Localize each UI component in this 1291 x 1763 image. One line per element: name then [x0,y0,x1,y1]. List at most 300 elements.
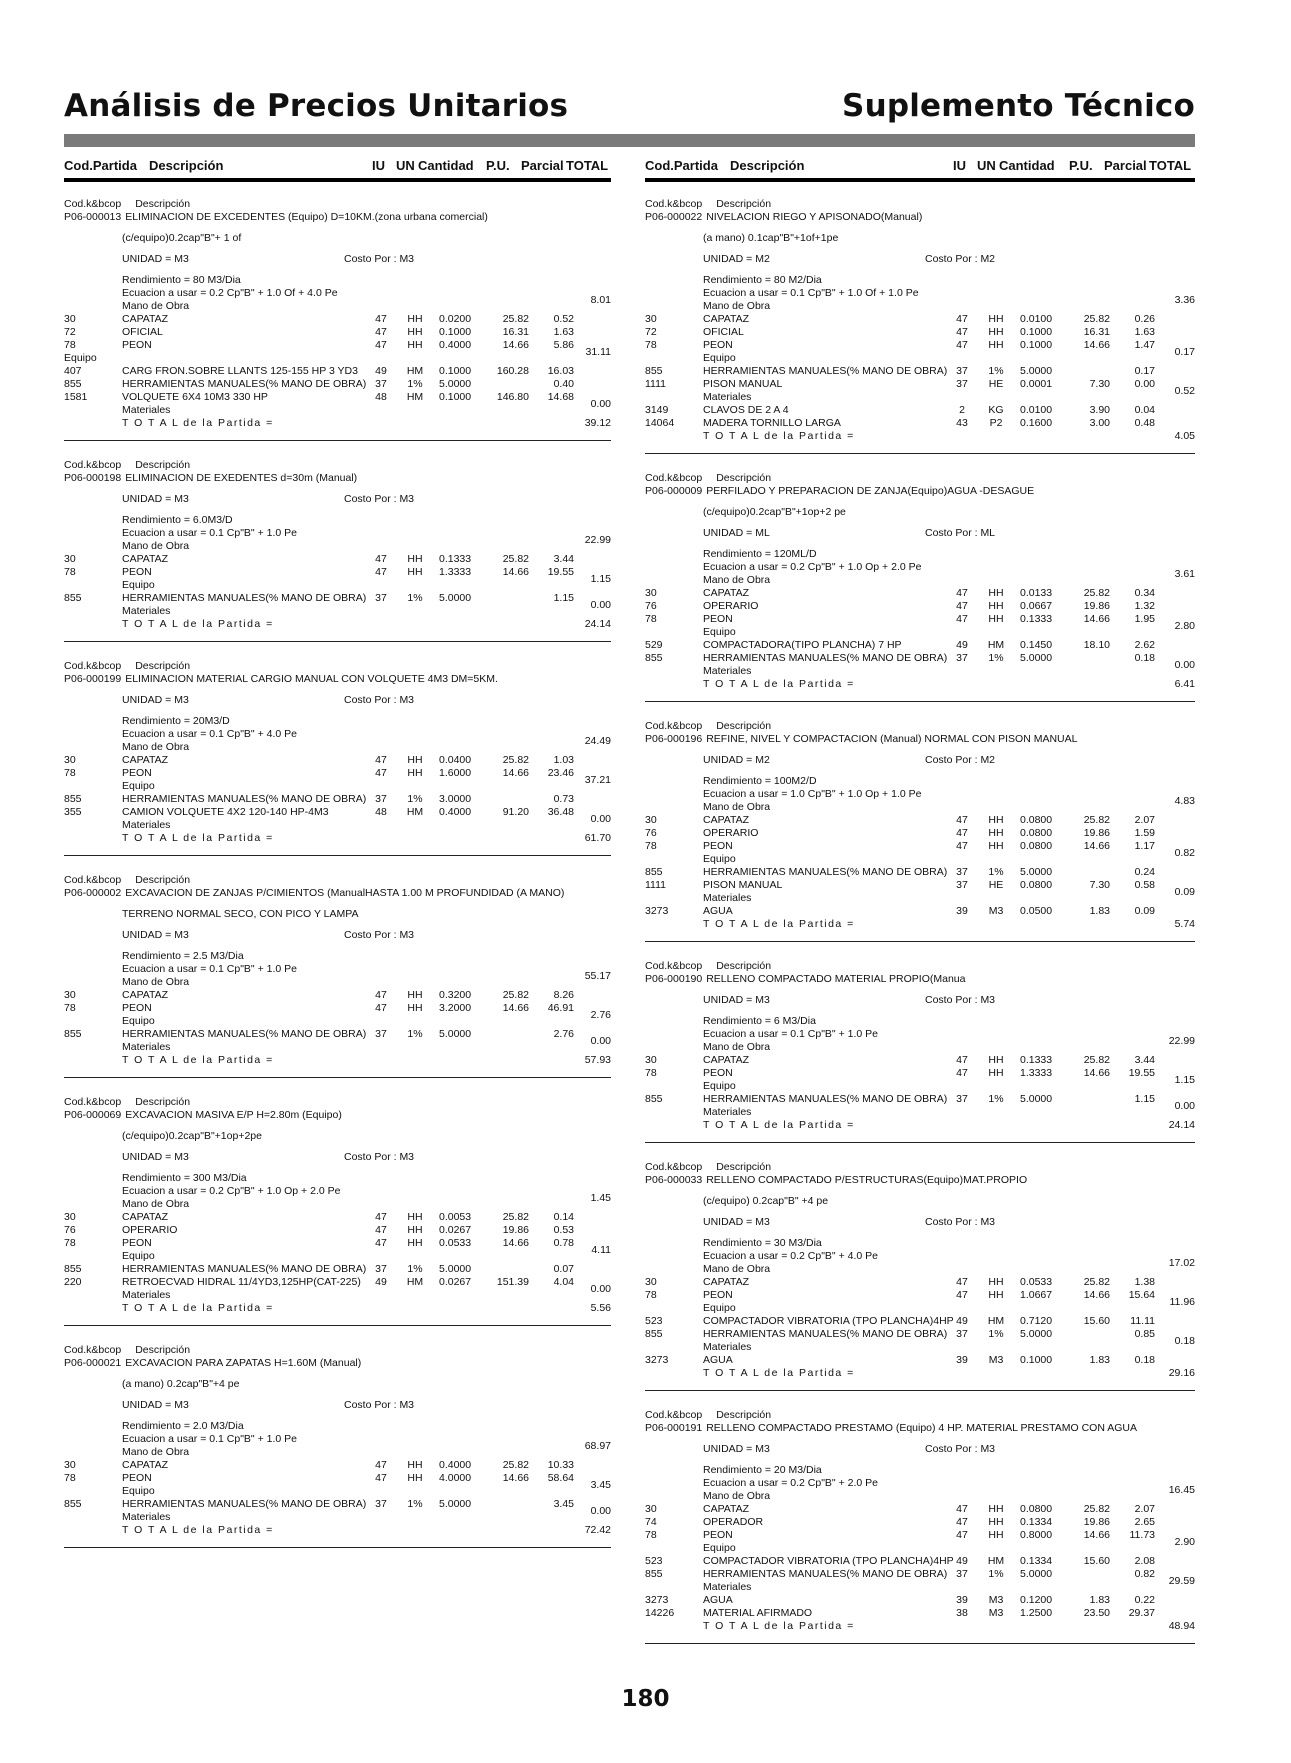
total-row [645,918,1195,931]
spacer [645,266,1195,274]
item-iu: 47 [956,326,968,338]
group-total: 22.99 [1168,1035,1195,1047]
group-total: 0.09 [1174,886,1195,898]
descripcion-label: Descripción [716,1409,772,1421]
item-code: 14226 [645,1607,675,1619]
item-iu: 47 [956,613,968,625]
item-row [645,866,1195,879]
left-column [64,198,611,1566]
unit-row [64,929,611,942]
item-parcial: 1.47 [1134,339,1155,351]
item-code: 3273 [645,1594,669,1606]
partida-code: P06-000021 [64,1357,122,1369]
group-total: 3.61 [1174,568,1195,580]
item-row [645,1607,1195,1620]
partida-separator [64,440,611,441]
group-name: Mano de Obra [122,741,190,753]
rendimiento-label: Rendimiento = 100M2/D [703,775,817,787]
item-cantidad: 0.0267 [439,1224,472,1236]
item-code: 3273 [645,905,669,917]
item-pu: 14.66 [502,566,529,578]
rendimiento-label: Rendimiento = 6 M3/Dia [703,1015,816,1027]
group-total: 8.01 [590,294,611,306]
group-name: Equipo [122,1015,155,1027]
item-code: 855 [64,592,82,604]
group-name: Materiales [703,892,752,904]
group-total: 29.59 [1168,1575,1195,1587]
item-pu: 23.50 [1083,1607,1110,1619]
item-row [64,1224,611,1237]
item-cantidad: 5.0000 [439,1263,472,1275]
item-cantidad: 5.0000 [1020,1568,1053,1580]
item-cantidad: 0.3200 [439,989,472,1001]
item-code: 30 [64,553,76,565]
item-iu: 37 [956,652,968,664]
item-desc: CAPATAZ [703,1503,750,1515]
partida-title-row [64,887,611,900]
group-name: Materiales [703,391,752,403]
partida-separator [645,453,1195,454]
item-un: HH [988,313,1004,325]
unit-row [645,253,1195,266]
item-cantidad: 0.7120 [1020,1315,1053,1327]
item-cantidad: 0.0133 [1020,587,1053,599]
partida-total: 4.05 [1174,430,1195,442]
group-name: Mano de Obra [703,1490,771,1502]
spacer [645,746,1195,754]
item-row [64,1028,611,1041]
item-pu: 16.31 [1083,326,1110,338]
item-row [645,1354,1195,1367]
item-un: HH [988,1289,1004,1301]
item-iu: 37 [375,793,387,805]
item-row [645,613,1195,626]
item-desc: VOLQUETE 6X4 10M3 330 HP [122,391,268,403]
costo-label: Costo Por : M3 [344,694,415,706]
group-name: Mano de Obra [122,1198,190,1210]
total-label: T O T A L de la Partida = [122,1054,274,1066]
item-code: 78 [64,1472,76,1484]
item-desc: RETROECVAD HIDRAL 11/4YD3,125HP(CAT-225) [122,1276,361,1288]
item-cantidad: 0.0500 [1020,905,1053,917]
partida-subtitle: (a mano) 0.1cap"B"+1of+1pe [703,232,839,244]
group-row [64,1505,611,1524]
unidad-label: UNIDAD = ML [703,527,770,539]
group-total: 1.45 [590,1192,611,1204]
group-total: 0.00 [590,813,611,825]
total-row [645,1620,1195,1633]
partida-code: P06-000198 [64,472,122,484]
codk-label: Cod.k&bcop [64,1096,122,1108]
item-iu: 37 [375,1263,387,1275]
item-code: 30 [64,989,76,1001]
item-cantidad: 1.0667 [1020,1289,1053,1301]
group-name: Mano de Obra [122,1446,190,1458]
item-cantidad: 0.4000 [439,806,472,818]
item-cantidad: 1.3333 [439,566,472,578]
rendimiento-label: Rendimiento = 6.0M3/D [122,514,233,526]
descripcion-label: Descripción [135,660,191,672]
item-cantidad: 0.0200 [439,313,472,325]
item-code: 78 [64,566,76,578]
partida-title: PERFILADO Y PREPARACION DE ZANJA(Equipo)AGUA -DESAGUE [706,485,1035,497]
item-parcial: 0.48 [1134,417,1155,429]
item-iu: 47 [956,827,968,839]
item-row [645,326,1195,339]
item-parcial: 0.58 [1134,879,1155,891]
item-un: M3 [988,1607,1004,1619]
item-un: HH [988,613,1004,625]
partida-label-row [64,198,611,211]
item-row [64,378,611,391]
group-row [64,1283,611,1302]
partida-total: 24.14 [584,618,611,630]
item-pu: 14.66 [1083,840,1110,852]
item-parcial: 2.08 [1134,1555,1155,1567]
item-desc: COMPACTADORA(TIPO PLANCHA) 7 HP [703,639,902,651]
group-name: Equipo [703,1302,736,1314]
group-row [64,1035,611,1054]
item-iu: 47 [375,1472,387,1484]
spacer [64,1122,611,1130]
item-un: 1% [988,1328,1004,1340]
group-row [64,346,611,365]
item-desc: COMPACTADOR VIBRATORIA (TPO PLANCHA)4HP [703,1315,954,1327]
group-name: Materiales [703,1341,752,1353]
group-total: 3.45 [590,1479,611,1491]
item-pu: 25.82 [1083,1503,1110,1515]
item-code: 78 [645,1289,657,1301]
group-name: Equipo [703,352,736,364]
item-code: 855 [645,652,663,664]
item-parcial: 0.24 [1134,866,1155,878]
item-parcial: 0.14 [553,1211,574,1223]
group-total: 55.17 [584,970,611,982]
partida-title-row [645,1174,1195,1187]
item-cantidad: 0.1000 [439,326,472,338]
descripcion-label: Descripción [135,1096,191,1108]
codk-label: Cod.k&bcop [645,960,703,972]
item-desc: PEON [703,1529,733,1541]
codk-label: Cod.k&bcop [64,660,122,672]
codk-label: Cod.k&bcop [645,198,703,210]
item-pu: 7.30 [1089,879,1110,891]
costo-label: Costo Por : ML [925,527,996,539]
item-un: HH [407,989,423,1001]
item-desc: AGUA [703,1594,733,1606]
spacer [645,1187,1195,1195]
item-un: 1% [407,793,423,805]
rendimiento-label: Rendimiento = 2.5 M3/Dia [122,950,244,962]
item-iu: 37 [375,1028,387,1040]
item-parcial: 19.55 [547,566,574,578]
group-total: 0.00 [590,1035,611,1047]
item-un: HH [407,767,423,779]
codk-label: Cod.k&bcop [64,874,122,886]
rendimiento-label: Rendimiento = 120ML/D [703,548,817,560]
item-un: 1% [407,1028,423,1040]
unidad-label: UNIDAD = M3 [122,1399,189,1411]
item-desc: HERRAMIENTAS MANUALES(% MANO DE OBRA) [122,378,367,390]
item-iu: 37 [956,879,968,891]
item-desc: CAPATAZ [122,1211,169,1223]
spacer [645,767,1195,775]
item-pu: 15.60 [1083,1555,1110,1567]
item-row [645,905,1195,918]
item-row [645,313,1195,326]
item-desc: HERRAMIENTAS MANUALES(% MANO DE OBRA) [122,793,367,805]
item-code: 76 [645,600,657,612]
group-row [645,1484,1195,1503]
item-desc: CAPATAZ [122,754,169,766]
item-desc: PEON [122,1237,152,1249]
item-iu: 37 [956,1093,968,1105]
unit-row [645,527,1195,540]
partida-code: P06-000196 [645,733,703,745]
item-iu: 37 [956,1328,968,1340]
group-row [64,735,611,754]
total-label: T O T A L de la Partida = [703,678,855,690]
partida-total: 61.70 [584,832,611,844]
partida-total: 48.94 [1168,1620,1195,1632]
item-cantidad: 0.1000 [439,365,472,377]
codk-label: Cod.k&bcop [645,720,703,732]
item-pu: 1.83 [1089,1594,1110,1606]
item-parcial: 0.18 [1134,1354,1155,1366]
col-pu: P.U. [486,158,510,173]
rendimiento-label: Rendimiento = 30 M3/Dia [703,1237,822,1249]
item-desc: HERRAMIENTAS MANUALES(% MANO DE OBRA) [703,1328,948,1340]
ecuacion-label: Ecuacion a usar = 0.1 Cp"B" + 1.0 Pe [122,1433,297,1445]
item-iu: 37 [375,592,387,604]
descripcion-label: Descripción [135,198,191,210]
item-cantidad: 3.0000 [439,793,472,805]
item-row [645,840,1195,853]
ecuacion-label: Ecuacion a usar = 0.1 Cp"B" + 1.0 Of + 1.0 Pe [703,287,919,299]
item-iu: 47 [956,814,968,826]
item-parcial: 0.53 [553,1224,574,1236]
item-iu: 47 [956,313,968,325]
group-row [645,1100,1195,1119]
unit-row [64,493,611,506]
item-pu: 3.90 [1089,404,1110,416]
ecuacion-label: Ecuacion a usar = 0.1 Cp"B" + 1.0 Pe [703,1028,878,1040]
item-desc: PEON [122,1472,152,1484]
item-cantidad: 0.1334 [1020,1555,1053,1567]
group-total: 16.45 [1168,1484,1195,1496]
item-parcial: 11.11 [1130,1315,1155,1327]
item-row [645,814,1195,827]
partida-separator [64,1325,611,1326]
item-un: HH [988,326,1004,338]
total-label: T O T A L de la Partida = [703,1367,855,1379]
group-name: Equipo [703,1542,736,1554]
partida-code: P06-000199 [64,673,122,685]
group-name: Equipo [122,780,155,792]
item-pu: 25.82 [1083,814,1110,826]
partida-subtitle: TERRENO NORMAL SECO, CON PICO Y LAMPA [122,908,359,920]
item-iu: 48 [375,806,387,818]
item-iu: 47 [375,326,387,338]
codk-label: Cod.k&bcop [645,1409,703,1421]
partida-total: 39.12 [584,417,611,429]
spacer [645,224,1195,232]
item-parcial: 1.03 [553,754,574,766]
group-name: Equipo [64,352,97,364]
item-desc: PEON [703,1067,733,1079]
item-pu: 3.00 [1089,417,1110,429]
item-pu: 15.60 [1083,1315,1110,1327]
item-cantidad: 0.1200 [1020,1594,1053,1606]
group-row [645,568,1195,587]
item-un: HH [988,1516,1004,1528]
item-iu: 47 [956,1067,968,1079]
rendimiento-label: Rendimiento = 80 M2/Dia [703,274,822,286]
group-name: Materiales [122,1041,171,1053]
group-name: Equipo [703,626,736,638]
item-cantidad: 0.1000 [439,391,472,403]
item-row [64,1459,611,1472]
item-desc: HERRAMIENTAS MANUALES(% MANO DE OBRA) [703,866,948,878]
item-desc: PISON MANUAL [703,879,783,891]
item-code: 78 [64,1002,76,1014]
spacer [64,900,611,908]
group-name: Mano de Obra [122,976,190,988]
item-iu: 47 [956,840,968,852]
unit-row [645,1443,1195,1456]
item-row [645,417,1195,430]
item-code: 407 [64,365,82,377]
total-row [64,1524,611,1537]
partida-label-row [645,960,1195,973]
item-parcial: 0.85 [1134,1328,1155,1340]
item-un: HH [988,1503,1004,1515]
item-pu: 19.86 [1083,1516,1110,1528]
codk-label: Cod.k&bcop [64,459,122,471]
partida-code: P06-000190 [645,973,703,985]
item-code: 76 [645,827,657,839]
group-total: 0.00 [1174,1100,1195,1112]
item-code: 30 [64,754,76,766]
item-un: HH [988,1529,1004,1541]
item-cantidad: 0.1600 [1020,417,1053,429]
group-name: Materiales [703,1581,752,1593]
group-row [645,795,1195,814]
spacer [64,224,611,232]
item-desc: CAPATAZ [703,1276,750,1288]
partida-label-row [64,1344,611,1357]
costo-label: Costo Por : M3 [344,253,415,265]
total-row [64,1302,611,1315]
item-un: HH [407,1237,423,1249]
item-cantidad: 5.0000 [439,592,472,604]
unit-row [645,1216,1195,1229]
ecuacion-label: Ecuacion a usar = 0.1 Cp"B" + 1.0 Pe [122,963,297,975]
item-cantidad: 5.0000 [1020,1093,1053,1105]
group-name: Equipo [703,853,736,865]
item-code: 30 [645,814,657,826]
item-row [64,1276,611,1289]
item-cantidad: 4.0000 [439,1472,472,1484]
item-pu: 14.66 [1083,613,1110,625]
item-parcial: 3.44 [1134,1054,1155,1066]
item-cantidad: 0.1333 [1020,613,1053,625]
partida-total: 29.16 [1168,1367,1195,1379]
group-total: 1.15 [1174,1074,1195,1086]
partida-title: EXCAVACION MASIVA E/P H=2.80m (Equipo) [125,1109,342,1121]
item-code: 355 [64,806,82,818]
partida-title-row [64,1109,611,1122]
group-total: 0.00 [590,398,611,410]
item-parcial: 1.63 [553,326,574,338]
group-row [645,659,1195,678]
spacer [64,1143,611,1151]
partida-label-row [64,459,611,472]
item-cantidad: 0.0533 [1020,1276,1053,1288]
item-row [645,365,1195,378]
item-un: HH [407,1459,423,1471]
partida-block [645,198,1195,454]
group-total: 22.99 [584,534,611,546]
header-gray-bar [64,134,1195,147]
total-row [645,430,1195,443]
item-row [64,1472,611,1485]
partida-block [645,1161,1195,1391]
item-parcial: 0.09 [1134,905,1155,917]
group-row [645,620,1195,639]
item-cantidad: 1.2500 [1020,1607,1053,1619]
item-un: HE [988,879,1004,891]
item-cantidad: 0.1333 [1020,1054,1053,1066]
item-parcial: 2.62 [1134,639,1155,651]
partida-block [645,960,1195,1143]
col-pu: P.U. [1069,158,1093,173]
group-total: 2.90 [1174,1536,1195,1548]
group-total: 0.82 [1174,847,1195,859]
item-iu: 43 [956,417,968,429]
item-cantidad: 1.6000 [439,767,472,779]
item-pu: 14.66 [1083,1289,1110,1301]
item-iu: 49 [956,639,968,651]
item-parcial: 0.17 [1134,365,1155,377]
ecuacion-label: Ecuacion a usar = 0.1 Cp"B" + 1.0 Pe [122,527,297,539]
group-total: 0.17 [1174,346,1195,358]
item-un: 1% [407,592,423,604]
item-parcial: 58.64 [547,1472,574,1484]
item-parcial: 1.17 [1134,840,1155,852]
codk-label: Cod.k&bcop [645,472,703,484]
spacer [64,707,611,715]
unit-row [64,694,611,707]
item-desc: MATERIAL AFIRMADO [703,1607,813,1619]
spacer [645,1456,1195,1464]
page-supplement-title: Suplemento Técnico [842,88,1195,124]
group-row [64,1192,611,1211]
item-pu: 14.66 [1083,1529,1110,1541]
descripcion-label: Descripción [716,1161,772,1173]
item-cantidad: 0.1333 [439,553,472,565]
spacer [645,540,1195,548]
spacer [64,1370,611,1378]
group-row [645,1296,1195,1315]
item-cantidad: 0.4000 [439,1459,472,1471]
item-row [645,378,1195,391]
group-total: 2.76 [590,1009,611,1021]
item-iu: 47 [375,1211,387,1223]
item-un: HH [407,1472,423,1484]
item-code: 30 [645,1054,657,1066]
partida-block [64,459,611,642]
